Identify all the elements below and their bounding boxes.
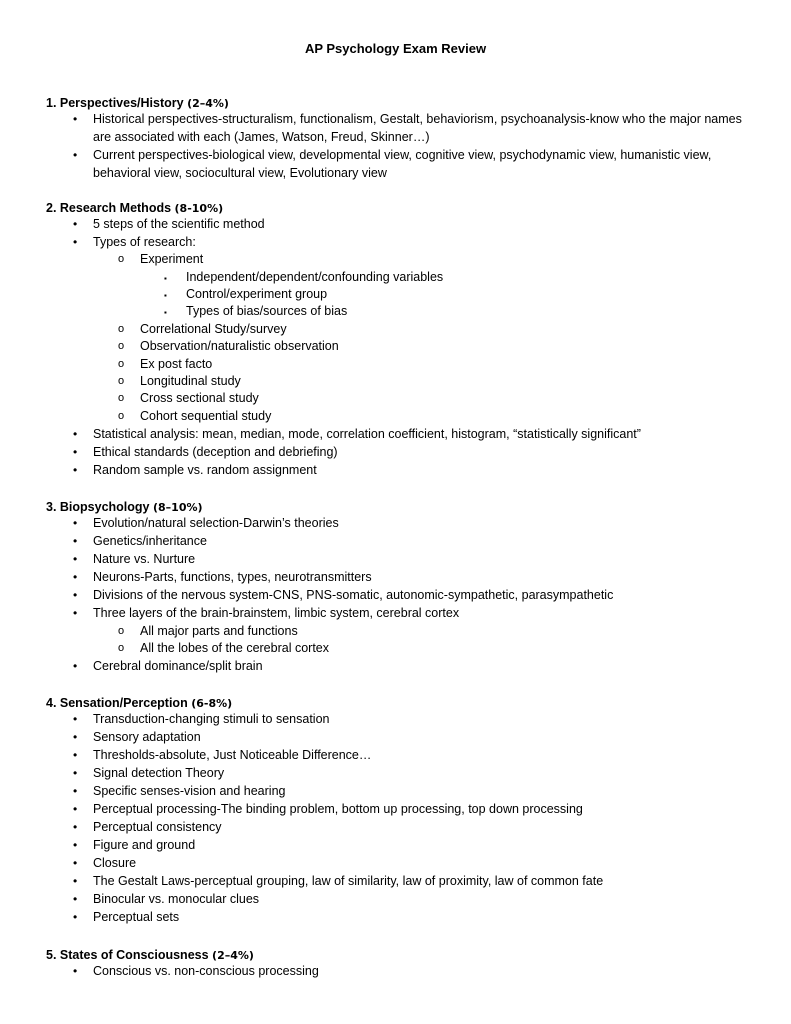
section-heading xyxy=(46,499,203,516)
section-percent: (2–4%) xyxy=(212,949,254,962)
section-heading-text: 4. Sensation/Perception xyxy=(46,696,188,710)
circle-marker: o xyxy=(118,253,125,265)
bullet-marker: • xyxy=(73,606,78,620)
document-title: AP Psychology Exam Review xyxy=(304,41,487,56)
list-item xyxy=(118,390,740,408)
list-item-text: Independent/dependent/confounding variables xyxy=(186,270,444,284)
list-item xyxy=(118,251,740,269)
circle-marker: o xyxy=(118,642,125,654)
list-item-text: Signal detection Theory xyxy=(93,766,225,780)
list-item-text: Nature vs. Nurture xyxy=(93,552,196,566)
section-heading-text: 2. Research Methods xyxy=(46,201,172,215)
list-item-text: Perceptual sets xyxy=(93,910,180,924)
list-item xyxy=(73,891,753,909)
bullet-marker: • xyxy=(73,910,78,924)
list-item-text: Thresholds-absolute, Just Noticeable Difference… xyxy=(93,748,372,762)
list-item-text: All major parts and functions xyxy=(140,624,298,638)
list-item xyxy=(73,747,753,765)
list-item xyxy=(73,729,753,747)
list-item xyxy=(73,234,753,252)
circle-marker: o xyxy=(118,358,125,370)
bullet-marker: • xyxy=(73,148,78,162)
list-item xyxy=(73,783,753,801)
list-item xyxy=(73,462,753,480)
list-item-text: Control/experiment group xyxy=(186,287,328,301)
list-item-text: Cross sectional study xyxy=(140,391,259,405)
list-item-text: Observation/naturalistic observation xyxy=(140,339,339,353)
list-item-text: Current perspectives-biological view, developmental view, cognitive view, psychodynamic view, humanistic view, behavioral view, sociocultural view, Evolutionary view xyxy=(93,148,712,180)
list-item-text: Evolution/natural selection-Darwin’s theories xyxy=(93,516,339,530)
bullet-marker: • xyxy=(73,463,78,477)
list-item-text: Divisions of the nervous system-CNS, PNS-somatic, autonomic-sympathetic, parasympathetic xyxy=(93,588,614,602)
list-item-text: Ethical standards (deception and debriefing) xyxy=(93,445,338,459)
list-item-text: Specific senses-vision and hearing xyxy=(93,784,286,798)
list-item-text: Statistical analysis: mean, median, mode, correlation coefficient, histogram, “statistically significant” xyxy=(93,427,641,441)
bullet-marker: • xyxy=(73,892,78,906)
bullet-marker: • xyxy=(73,802,78,816)
list-item xyxy=(164,269,746,287)
list-item xyxy=(118,623,740,641)
section-percent: (8-10%) xyxy=(174,202,224,215)
list-item-text: Types of bias/sources of bias xyxy=(186,304,348,318)
bullet-marker: • xyxy=(73,820,78,834)
section-heading xyxy=(46,200,223,217)
list-item-text: Historical perspectives-structuralism, functionalism, Gestalt, behaviorism, psychoanalysis-know who the major names are associated with each (James, Watson, Freud, Skinner…) xyxy=(93,112,742,144)
list-item xyxy=(73,819,753,837)
bullet-marker: • xyxy=(73,552,78,566)
list-item xyxy=(73,216,753,234)
section-percent: (2–4%) xyxy=(187,97,229,110)
list-item xyxy=(73,533,753,551)
list-item-text: Perceptual processing-The binding problem, bottom up processing, top down processing xyxy=(93,802,583,816)
section-heading xyxy=(46,95,229,112)
bullet-marker: • xyxy=(73,766,78,780)
bullet-marker: • xyxy=(73,516,78,530)
list-item xyxy=(73,111,753,146)
list-item-text: Three layers of the brain-brainstem, limbic system, cerebral cortex xyxy=(93,606,460,620)
list-item xyxy=(73,426,763,444)
list-item xyxy=(73,658,753,676)
list-item xyxy=(73,855,753,873)
section-heading xyxy=(46,695,232,712)
list-item-text: Longitudinal study xyxy=(140,374,241,388)
square-marker: ▪ xyxy=(164,308,167,317)
list-item-text: Closure xyxy=(93,856,137,870)
bullet-marker: • xyxy=(73,730,78,744)
list-item-text: Types of research: xyxy=(93,235,196,249)
bullet-marker: • xyxy=(73,235,78,249)
list-item xyxy=(118,356,740,374)
bullet-marker: • xyxy=(73,784,78,798)
list-item xyxy=(73,605,753,623)
list-item-text: Neurons-Parts, functions, types, neurotransmitters xyxy=(93,570,372,584)
list-item-text: Genetics/inheritance xyxy=(93,534,207,548)
list-item xyxy=(73,963,753,981)
list-item-text: All the lobes of the cerebral cortex xyxy=(140,641,329,655)
list-item xyxy=(73,801,753,819)
list-item xyxy=(73,515,753,533)
list-item-text: Random sample vs. random assignment xyxy=(93,463,317,477)
list-item xyxy=(73,147,753,182)
section-percent: (8–10%) xyxy=(152,501,203,514)
square-marker: ▪ xyxy=(164,274,167,283)
bullet-marker: • xyxy=(73,874,78,888)
circle-marker: o xyxy=(118,410,125,422)
list-item-text: Cerebral dominance/split brain xyxy=(93,659,263,673)
square-marker: ▪ xyxy=(164,291,167,300)
bullet-marker: • xyxy=(73,217,78,231)
section-heading-text: 5. States of Consciousness xyxy=(46,948,209,962)
list-item-text: Correlational Study/survey xyxy=(140,322,287,336)
bullet-marker: • xyxy=(73,748,78,762)
list-item xyxy=(73,765,753,783)
bullet-marker: • xyxy=(73,838,78,852)
list-item xyxy=(118,373,740,391)
section-percent: (6-8%) xyxy=(191,697,233,710)
list-item xyxy=(73,909,753,927)
circle-marker: o xyxy=(118,392,125,404)
list-item xyxy=(118,640,740,658)
list-item-text: 5 steps of the scientific method xyxy=(93,217,265,231)
bullet-marker: • xyxy=(73,445,78,459)
circle-marker: o xyxy=(118,323,125,335)
bullet-marker: • xyxy=(73,112,78,126)
bullet-marker: • xyxy=(73,659,78,673)
list-item-text: Transduction-changing stimuli to sensation xyxy=(93,712,330,726)
bullet-marker: • xyxy=(73,570,78,584)
list-item-text: Figure and ground xyxy=(93,838,196,852)
section-heading-text: 1. Perspectives/History xyxy=(46,96,184,110)
list-item xyxy=(73,444,753,462)
circle-marker: o xyxy=(118,340,125,352)
list-item xyxy=(164,286,746,304)
list-item xyxy=(73,587,753,605)
bullet-marker: • xyxy=(73,534,78,548)
list-item-text: Conscious vs. non-conscious processing xyxy=(93,964,319,978)
bullet-marker: • xyxy=(73,712,78,726)
list-item-text: Cohort sequential study xyxy=(140,409,272,423)
list-item xyxy=(164,303,746,321)
section-heading-text: 3. Biopsychology xyxy=(46,500,150,514)
bullet-marker: • xyxy=(73,856,78,870)
list-item xyxy=(73,711,753,729)
circle-marker: o xyxy=(118,375,125,387)
list-item-text: The Gestalt Laws-perceptual grouping, law of similarity, law of proximity, law of common fate xyxy=(93,874,604,888)
list-item xyxy=(73,569,753,587)
list-item-text: Perceptual consistency xyxy=(93,820,222,834)
list-item-text: Experiment xyxy=(140,252,204,266)
section-heading xyxy=(46,947,254,964)
list-item xyxy=(118,408,740,426)
circle-marker: o xyxy=(118,625,125,637)
list-item-text: Sensory adaptation xyxy=(93,730,201,744)
list-item-text: Ex post facto xyxy=(140,357,213,371)
bullet-marker: • xyxy=(73,588,78,602)
list-item-text: Binocular vs. monocular clues xyxy=(93,892,260,906)
list-item xyxy=(73,837,753,855)
bullet-marker: • xyxy=(73,427,78,441)
list-item xyxy=(118,338,740,356)
bullet-marker: • xyxy=(73,964,78,978)
list-item xyxy=(73,551,753,569)
list-item xyxy=(118,321,740,339)
list-item xyxy=(73,873,753,891)
